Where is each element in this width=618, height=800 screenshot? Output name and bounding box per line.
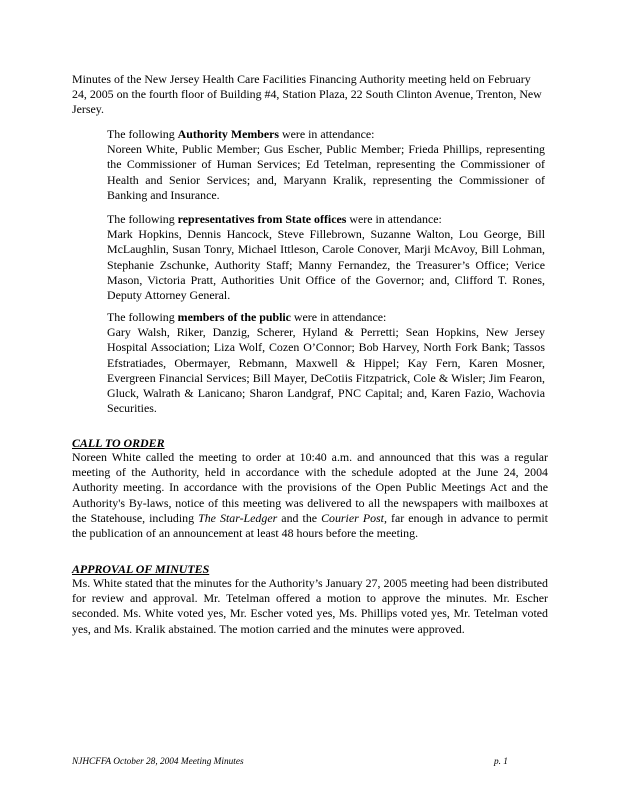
members-bold: Authority Members bbox=[177, 127, 280, 141]
call-to-order-text-2: and the bbox=[277, 510, 322, 525]
intro-paragraph: Minutes of the New Jersey Health Care Facilities Financing Authority meeting held on February 24, 2005 on the fourth floor of Building #4, Station Plaza, 22 South Clinton Avenue, Trenton, New Jersey. bbox=[72, 72, 542, 117]
state-reps-names: Mark Hopkins, Dennis Hancock, Steve Fillebrown, Suzanne Walton, Lou George, Bill McLaughlin, Susan Tonry, Michael Ittleson, Carole Conover, Marji McAvoy, Bill Lohman, Stephanie Zschunke, Authority Staff; Manny Fernandez, the Treasurer’s Office; Verice Mason, Victoria Pratt, Authorities Unit Office of the Governor; and, Clifford T. Rones, Deputy Attorney General. bbox=[107, 227, 545, 303]
call-to-order-heading: CALL TO ORDER bbox=[72, 436, 165, 450]
public-section bbox=[107, 310, 545, 416]
approval-heading: APPROVAL OF MINUTES bbox=[72, 562, 210, 576]
state-reps-tail: were in attendance: bbox=[346, 212, 442, 226]
members-lead: The following bbox=[107, 127, 178, 141]
members-names: Noreen White, Public Member; Gus Escher, Public Member; Frieda Phillips, representing the Commissioner of Human Services; Ed Tetelman, representing the Commissioner of Health and Senior Services; and, Maryann Kralik, representing the Commissioner of Banking and Insurance. bbox=[107, 142, 545, 202]
state-reps-section bbox=[107, 212, 545, 303]
state-reps-bold: representatives from State offices bbox=[177, 212, 347, 226]
call-to-order-text-3: far enough in advance to permit the publication of an announcement at least 48 hours before the meeting. bbox=[72, 510, 548, 541]
call-to-order-text bbox=[72, 450, 548, 541]
public-names: Gary Walsh, Riker, Danzig, Scherer, Hyland & Perretti; Sean Hopkins, New Jersey Hospital Association; Liza Wolf, Cozen O’Connor; Bob Harvey, North Fork Bank; Tassos Efstratiades, Obermayer, Rebmann, Maxwell & Hippel; Kay Fern, Karen Mosner, Evergreen Financial Services; Bill Mayer, DeCotiis Fitzpatrick, Cole & Wisler; Jim Fearon, Gluck, Walrath & Lanicano; Sharon Landgraf, PNC Capital; and, Karen Fazio, Wachovia Securities. bbox=[107, 325, 545, 416]
public-lead: The following bbox=[107, 310, 178, 324]
call-to-order-text-1: Noreen White called the meeting to order at 10:40 a.m. and announced that this was a regular meeting of the Authority, held in accordance with the schedule adopted at the June 24, 2004 Authority meeting. In accordance with the provisions of the Open Public Meetings Act and the Authority's By-laws, notice of this meeting was delivered to all the newspapers with mailboxes at the Statehouse, including bbox=[72, 450, 548, 525]
newspaper-courier-post: Courier Post, bbox=[321, 510, 387, 525]
authority-members-section bbox=[107, 127, 545, 203]
approval-text: Ms. White stated that the minutes for the Authority’s January 27, 2005 meeting had been distributed for review and approval. Mr. Tetelman offered a motion to approve the minutes. Mr. Escher seconded. Ms. White voted yes, Mr. Escher voted yes, Ms. Phillips voted yes, Mr. Tetelman voted yes, and Ms. Kralik abstained. The motion carried and the minutes were approved. bbox=[72, 576, 548, 636]
public-bold: members of the public bbox=[177, 310, 291, 324]
page-number: p. 1 bbox=[494, 757, 508, 767]
members-tail: were in attendance: bbox=[279, 127, 375, 141]
footer-title: NJHCFFA October 28, 2004 Meeting Minutes bbox=[72, 757, 244, 767]
newspaper-star-ledger: The Star-Ledger bbox=[198, 510, 278, 525]
state-reps-lead: The following bbox=[107, 212, 178, 226]
public-tail: were in attendance: bbox=[290, 310, 387, 324]
